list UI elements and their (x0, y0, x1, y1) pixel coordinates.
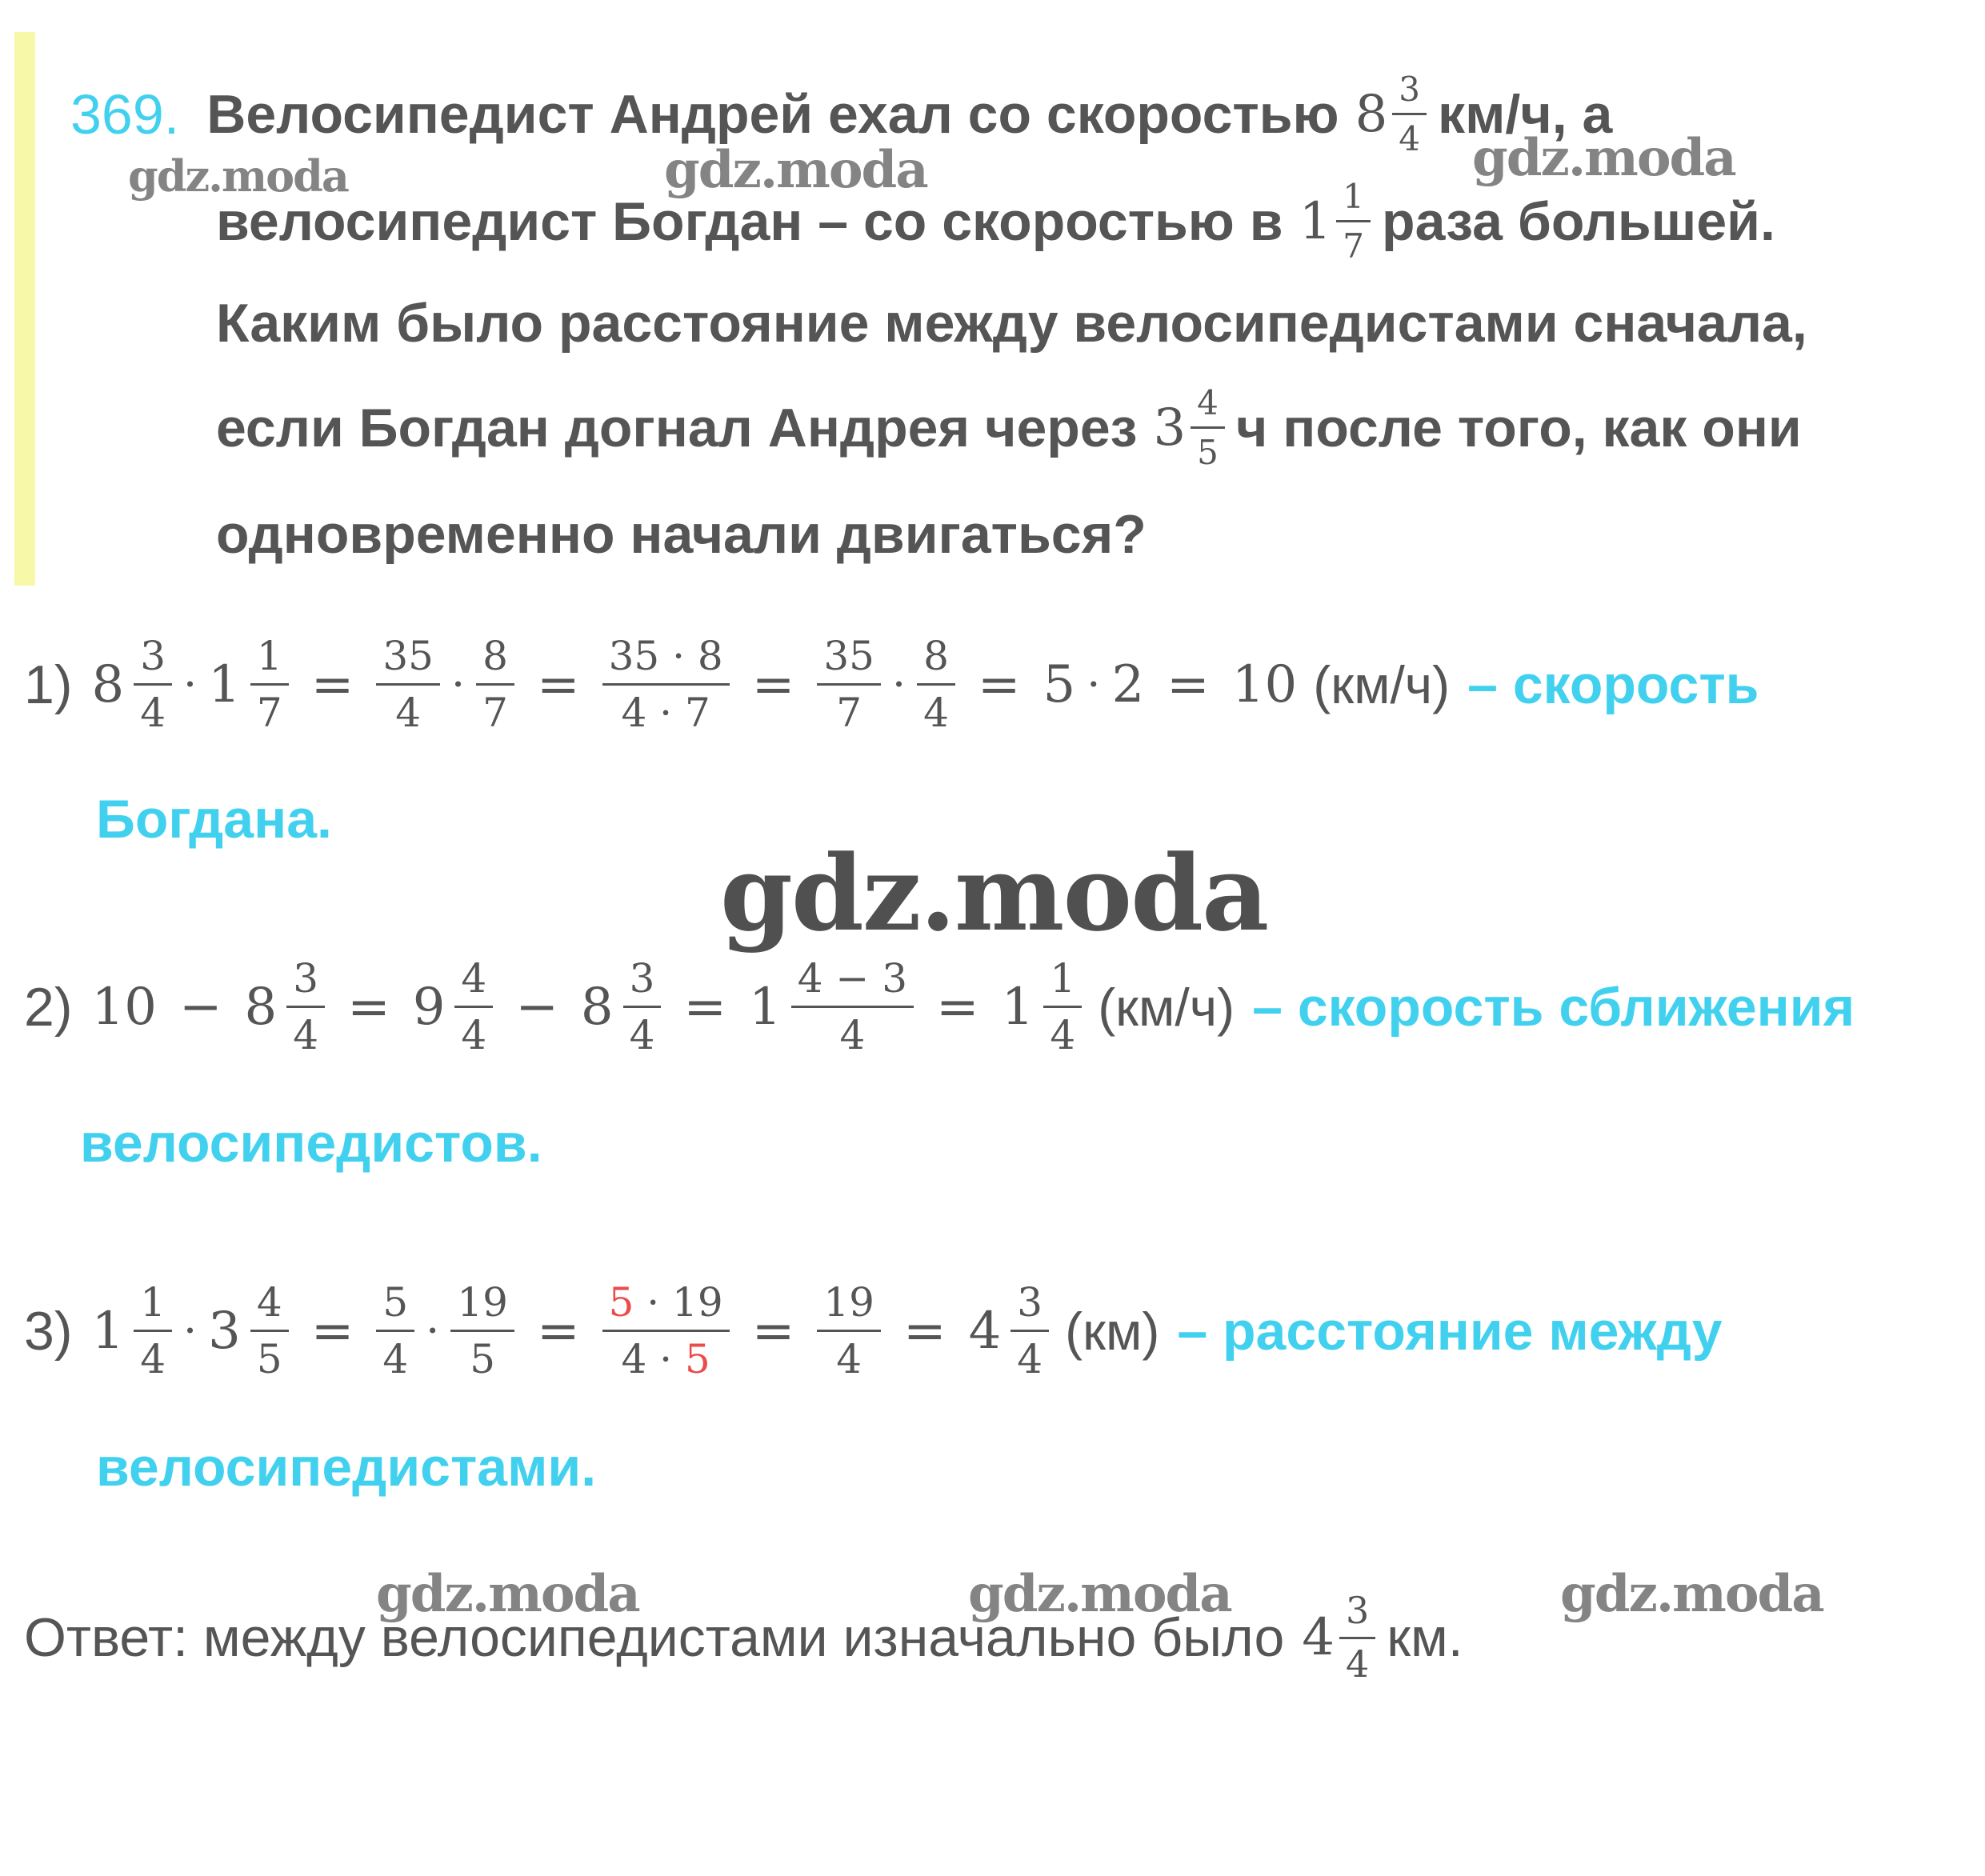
equals-sign: = (683, 977, 726, 1037)
watermark: gdz.moda (1472, 128, 1735, 188)
watermark: gdz.moda (1560, 1564, 1823, 1624)
equals-sign: = (751, 1301, 795, 1361)
unit: (км/ч) (1313, 654, 1451, 714)
step-comment: – расстояние между (1177, 1300, 1723, 1362)
problem-line-2 (216, 178, 1775, 265)
minus-sign: − (178, 977, 222, 1037)
watermark: gdz.moda (376, 1564, 639, 1624)
mixed-whole: 1 (749, 977, 782, 1037)
mixed-whole: 3 (1153, 398, 1187, 458)
fraction: $\frac{1}{7}$ (1336, 178, 1371, 265)
problem-text: велосипедист Богдан – со скоростью в (216, 190, 1283, 252)
fraction: $\frac{3}{4}$ (286, 956, 325, 1058)
equals-sign: = (536, 654, 580, 714)
equals-sign: = (936, 977, 979, 1037)
step-comment-continued: Богдана. (96, 789, 332, 850)
mixed-whole: 3 (208, 1301, 241, 1361)
fraction: $\frac{35}{7}$ (817, 634, 881, 735)
equals-sign: = (347, 977, 390, 1037)
mixed-whole: 8 (244, 977, 278, 1037)
answer-text: Ответ: между велосипедистами изначально было (24, 1607, 1285, 1669)
highlight-bar (14, 32, 35, 586)
equals-sign: = (902, 1301, 946, 1361)
number: 2 (1111, 654, 1145, 714)
equals-sign: = (751, 654, 795, 714)
fraction: $\frac{35}{4}$ (376, 634, 440, 735)
cancelled-factor: 5 (684, 1336, 710, 1382)
minus-sign: − (515, 977, 558, 1037)
result-value: 10 (1231, 654, 1298, 714)
fraction: $\frac{8}{7}$ (476, 634, 514, 735)
mixed-whole: 9 (412, 977, 446, 1037)
fraction: $\frac{3}{4}$ (134, 634, 172, 735)
step-comment-continued: велосипедистами. (96, 1437, 597, 1498)
step-label: 1) (24, 654, 73, 715)
mixed-whole: 8 (91, 654, 125, 714)
equals-sign: = (310, 1301, 354, 1361)
problem-text: Велосипедист Андрей ехал со скоростью (206, 83, 1339, 145)
fraction: $\frac{19}{5}$ (450, 1280, 514, 1382)
fraction: $\frac{5}{4}$ (376, 1280, 414, 1382)
equals-sign: = (310, 654, 354, 714)
problem-text: ч после того, как они (1235, 397, 1802, 458)
watermark: gdz.moda (664, 140, 927, 200)
multiply-sign: · (1087, 658, 1101, 710)
mixed-whole: 4 (1302, 1608, 1335, 1668)
fraction: $\frac{35 \cdot 8}{4 \cdot 7}$ (602, 634, 730, 735)
solution-step-3 (24, 1280, 1723, 1382)
fraction-with-cancellation: $\frac{5 \cdot 19}{4 \cdot 5}$ (602, 1280, 730, 1382)
number: 10 (91, 977, 157, 1037)
fraction: $\frac{3}{4}$ (1011, 1280, 1049, 1382)
solution-step-1 (24, 634, 1759, 735)
mixed-whole: 4 (968, 1301, 1002, 1361)
unit: (км/ч) (1098, 977, 1235, 1037)
problem-text: км/ч, а (1438, 83, 1613, 145)
fraction: $\frac{4}{5}$ (1191, 384, 1225, 471)
step-comment: – скорость (1467, 654, 1759, 715)
problem-text: раза большей. (1382, 190, 1775, 252)
fraction: $\frac{4}{5}$ (250, 1280, 289, 1382)
step-label: 2) (24, 976, 73, 1038)
fraction: $\frac{4 - 3}{4}$ (791, 956, 914, 1058)
solution-step-2 (24, 956, 1855, 1058)
problem-line-5: одновременно начали двигаться? (216, 504, 1147, 565)
mixed-whole: 1 (1299, 191, 1332, 251)
multiply-sign: · (183, 658, 198, 710)
watermark: gdz.moda (128, 150, 348, 202)
equals-sign: = (977, 654, 1021, 714)
equals-sign: = (1167, 654, 1210, 714)
fraction: $\frac{4}{4}$ (454, 956, 493, 1058)
mixed-whole: 8 (1355, 84, 1388, 144)
number: 5 (1043, 654, 1076, 714)
mixed-whole: 1 (1001, 977, 1035, 1037)
fraction: $\frac{3}{4}$ (1339, 1590, 1375, 1685)
fraction: $\frac{1}{4}$ (134, 1280, 172, 1382)
step-comment: – скорость сближения (1252, 976, 1855, 1038)
fraction: $\frac{8}{4}$ (917, 634, 955, 735)
mixed-whole: 1 (208, 654, 241, 714)
equals-sign: = (536, 1301, 580, 1361)
unit: (км) (1065, 1301, 1160, 1361)
fraction: $\frac{1}{7}$ (250, 634, 289, 735)
watermark: gdz.moda (720, 832, 1268, 954)
mixed-whole: 8 (580, 977, 614, 1037)
step-comment-continued: велосипедистов. (80, 1113, 542, 1174)
multiply-sign: · (183, 1305, 198, 1356)
answer-unit: км. (1387, 1607, 1463, 1669)
answer-line (24, 1590, 1463, 1685)
problem-line-3: Каким было расстояние между велосипедистами сначала, (216, 293, 1807, 354)
fraction: $\frac{3}{4}$ (623, 956, 662, 1058)
step-label: 3) (24, 1300, 73, 1362)
multiply-sign: · (426, 1305, 440, 1356)
problem-number: 369. (70, 82, 180, 146)
problem-line-4 (216, 384, 1802, 471)
watermark: gdz.moda (968, 1564, 1231, 1624)
problem-text: если Богдан догнал Андрея через (216, 397, 1138, 458)
fraction: $\frac{19}{4}$ (817, 1280, 881, 1382)
multiply-sign: · (891, 658, 906, 710)
mixed-whole: 1 (91, 1301, 125, 1361)
cancelled-factor: 5 (608, 1279, 634, 1326)
multiply-sign: · (450, 658, 466, 710)
fraction: $\frac{1}{4}$ (1043, 956, 1082, 1058)
fraction: $\frac{3}{4}$ (1392, 70, 1427, 158)
